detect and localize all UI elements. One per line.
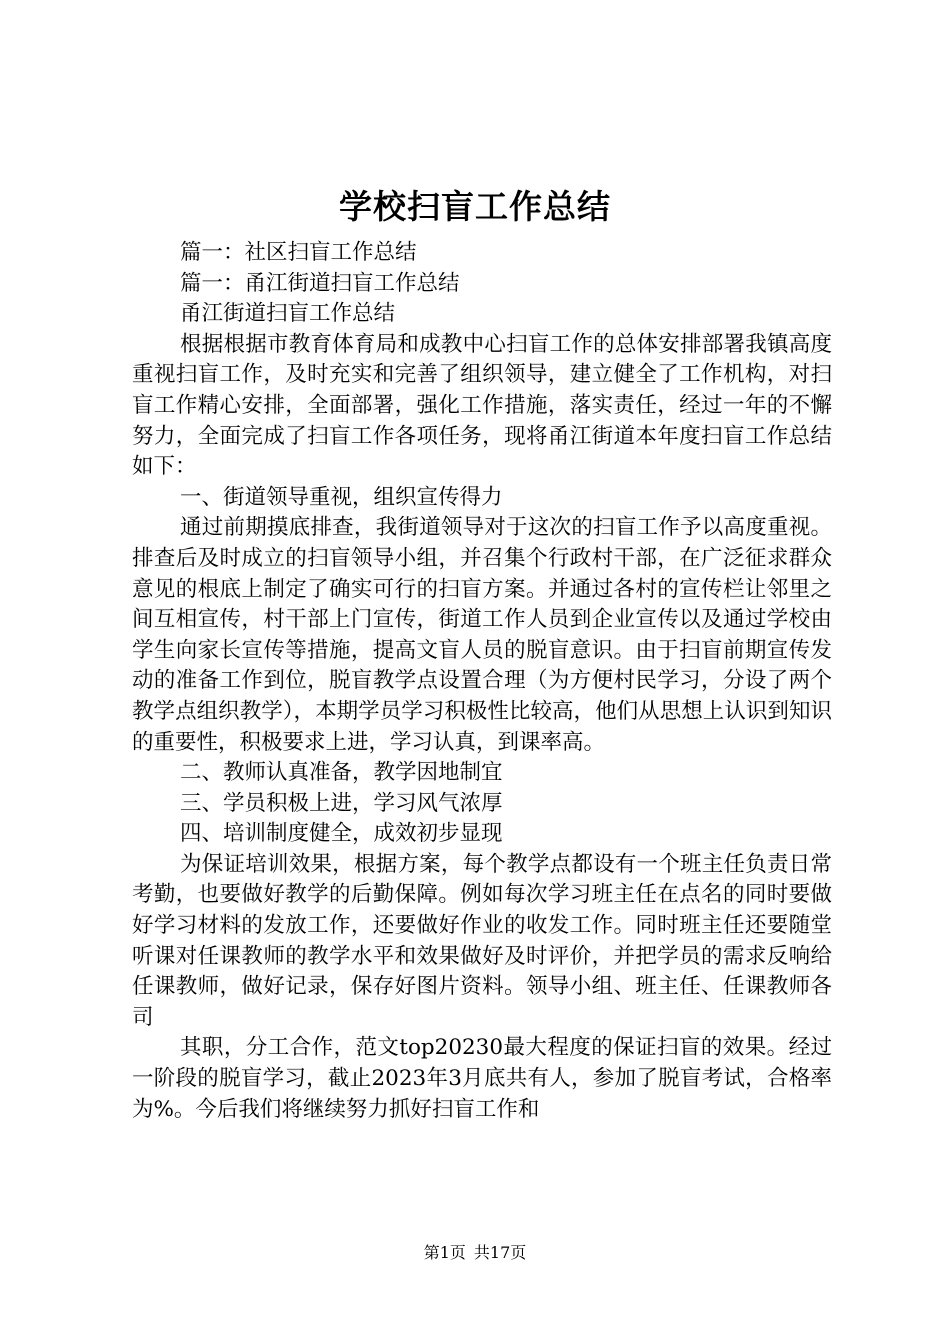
paragraph: 其职，分工合作，范文top20230最大程度的保证扫盲的效果。经过一阶段的脱盲学习，截止2023年3月底共有人，参加了脱盲考试，合格率为%。今后我们将继续努力抓好扫盲工作和 [132,1035,832,1122]
paragraph: 通过前期摸底排查，我街道领导对于这次的扫盲工作予以高度重视。排查后及时成立的扫盲领导小组，并召集个行政村干部，在广泛征求群众意见的根底上制定了确实可行的扫盲方案。并通过各村的宣传栏让邻里之间互相宣传，村干部上门宣传，街道工作人员到企业宣传以及通过学校由学生向家长宣传等措施，提高文盲人员的脱盲意识。由于扫盲前期宣传发动的准备工作到位，脱盲教学点设置合理（为方便村民学习，分设了两个教学点组织教学），本期学员学习积极性比较高，他们从思想上认识到知识的重要性，积极要求上进，学习认真，到课率高。 [132,515,832,755]
section-heading: 一、街道领导重视，组织宣传得力 [180,484,503,510]
page-footer [0,1243,950,1263]
paragraph: 篇一：社区扫盲工作总结 [180,240,417,265]
document-body [132,238,832,1125]
paragraph: 为保证培训效果，根据方案，每个教学点都设有一个班主任负责日常考勤，也要做好教学的后勤保障。例如每次学习班主任在点名的同时要做好学习材料的发放工作，还要做好作业的收发工作。同时班主任还要随堂听课对任课教师的教学水平和效果做好及时评价，并把学员的需求反响给任课教师，做好记录，保存好图片资料。领导小组、班主任、任课教师各司 [132,851,832,1030]
section-heading: 四、培训制度健全，成效初步显现 [180,821,503,847]
section-heading: 三、学员积极上进，学习风气浓厚 [180,790,503,816]
document-title: 学校扫盲工作总结 [339,187,611,226]
paragraph: 甬江街道扫盲工作总结 [180,301,396,327]
paragraph: 根据根据市教育体育局和成教中心扫盲工作的总体安排部署我镇高度重视扫盲工作，及时充实和完善了组织领导，建立健全了工作机构，对扫盲工作精心安排，全面部署，强化工作措施，落实责任，经过一年的不懈努力，全面完成了扫盲工作各项任务，现将甬江街道本年度扫盲工作总结如下： [132,331,832,480]
section-heading: 二、教师认真准备，教学因地制宜 [180,760,503,786]
page-total: 共17页 [473,1243,527,1262]
page-number: 第1页 [423,1243,466,1262]
paragraph: 篇一：甬江街道扫盲工作总结 [180,270,460,296]
